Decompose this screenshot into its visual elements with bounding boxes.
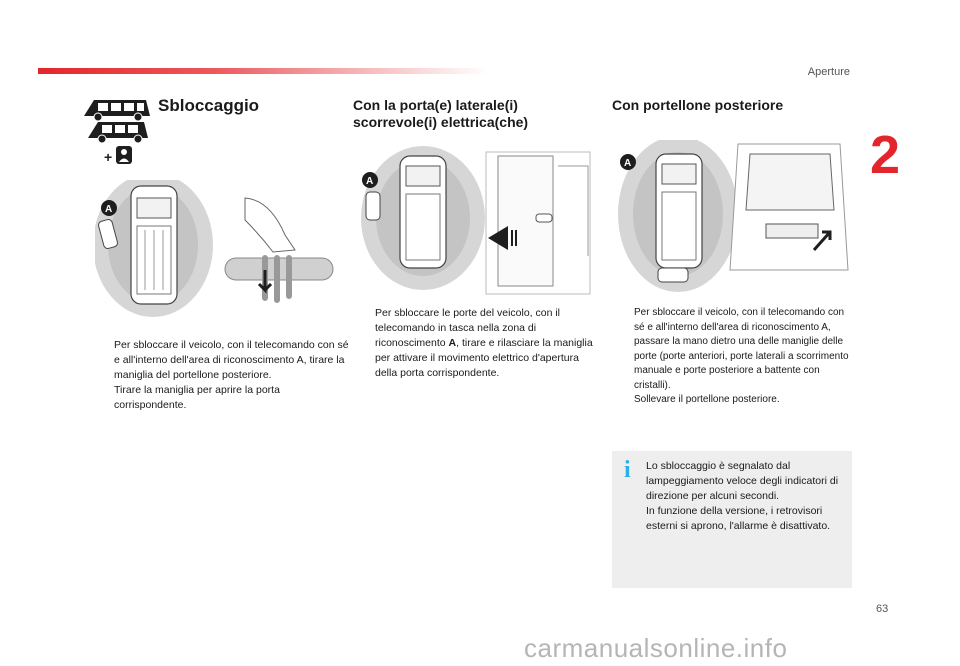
figure-portellone bbox=[618, 140, 850, 300]
porta-laterale-title-line1: Con la porta(e) laterale(i) bbox=[353, 97, 518, 113]
portellone-title: Con portellone posteriore bbox=[612, 97, 784, 113]
van-short-icon bbox=[88, 122, 148, 143]
key-fob-icon bbox=[658, 268, 688, 282]
portellone-bullets bbox=[612, 306, 857, 408]
zone-a-label: A bbox=[624, 158, 632, 169]
van-long-icon bbox=[84, 100, 150, 121]
chapter-number: 2 bbox=[870, 125, 901, 185]
figure-sbloccaggio bbox=[95, 180, 340, 320]
vehicle-top-view bbox=[131, 186, 177, 304]
zone-a-label: A bbox=[366, 176, 374, 187]
hand-on-handle bbox=[225, 198, 333, 300]
watermark: carmanualsonline.info bbox=[524, 633, 788, 663]
vehicle-top-view bbox=[656, 154, 702, 268]
porta-laterale-title-line2: scorrevole(i) elettrica(che) bbox=[353, 114, 529, 130]
porta-laterale-bullets bbox=[353, 306, 593, 381]
header-accent-bar bbox=[38, 68, 488, 74]
zone-a-marker bbox=[362, 172, 378, 188]
zone-a-marker bbox=[620, 154, 636, 170]
page-number: 63 bbox=[876, 603, 889, 615]
key-fob-icon bbox=[366, 192, 380, 220]
van-versions-icon bbox=[80, 92, 158, 166]
keyless-person-icon bbox=[116, 146, 132, 164]
plus-sign: + bbox=[104, 149, 113, 165]
zone-a-marker bbox=[101, 200, 117, 216]
section-title: Aperture bbox=[807, 66, 850, 78]
figure-porta-laterale bbox=[358, 146, 593, 301]
list-item: Per sbloccare il veicolo, con il telecomando con sé e all'interno dell'area di riconoscimento A, tirare la maniglia del portellone posteriore. bbox=[114, 339, 349, 381]
sliding-door bbox=[486, 152, 590, 294]
sbloccaggio-bullets bbox=[92, 338, 352, 413]
list-item: Per sbloccare il veicolo, con il telecomando con sé e all'interno dell'area di riconoscimento A, passare la mano dietro una delle maniglie delle porte (porte anteriori, porte laterali a scorrimento manuale e porte posteriore a battente con cristalli). bbox=[634, 307, 849, 391]
info-box bbox=[612, 451, 852, 588]
list-item: Sollevare il portellone posteriore. bbox=[634, 394, 780, 405]
porta-laterale-title bbox=[353, 97, 528, 131]
zone-a-label: A bbox=[105, 204, 113, 215]
info-line-1: Lo sbloccaggio è segnalato dal lampeggiamento veloce degli indicatori di direzione per alcuni secondi. bbox=[646, 460, 839, 502]
vehicle-top-view bbox=[400, 156, 446, 268]
tailgate bbox=[730, 144, 848, 270]
list-item: Tirare la maniglia per aprire la porta corrispondente. bbox=[114, 384, 280, 411]
info-line-2: In funzione della versione, i retrovisori esterni si aprono, l'allarme è disattivato. bbox=[646, 505, 831, 532]
list-item: Per sbloccare le porte del veicolo, con il telecomando in tasca nella zona di riconoscimento A, tirare e rilasciare la maniglia per attivare il movimento elettrico d'apertura della porta corrispondente. bbox=[375, 307, 593, 379]
info-icon: i bbox=[624, 457, 631, 483]
sbloccaggio-title: Sbloccaggio bbox=[158, 96, 260, 115]
info-text bbox=[646, 459, 846, 534]
